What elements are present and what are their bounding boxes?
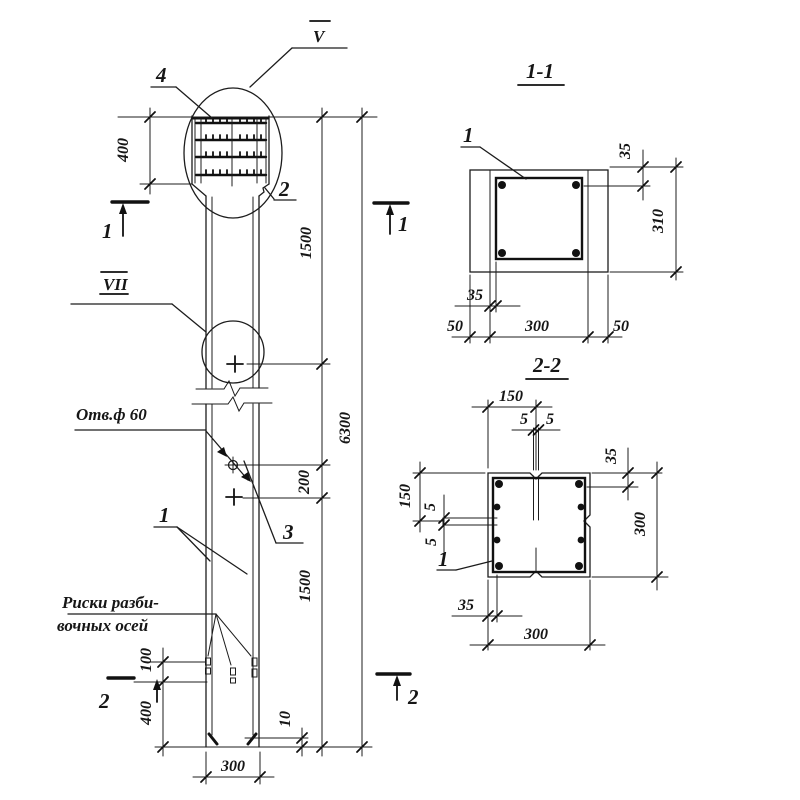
s11-position-1: 1 <box>463 123 474 147</box>
rebar-foot-left <box>209 734 217 744</box>
pos-label-4 <box>151 63 212 118</box>
dim-hole-to-plus: 200 <box>296 470 313 494</box>
dim-toe: 10 <box>277 711 294 727</box>
dim-head-to-lift: 1500 <box>298 227 315 259</box>
s22-dim-tab-top: 5 <box>422 503 439 511</box>
position-2: 2 <box>279 177 290 201</box>
detail-marker-vii <box>71 272 206 332</box>
elevation-view <box>57 21 419 784</box>
detail-circle-v <box>184 88 282 218</box>
dim-width: 300 <box>221 758 245 775</box>
s22-dim-tab-bottom: 5 <box>423 538 440 546</box>
mesh-studs <box>206 118 261 175</box>
s11-dim-ledge-left: 50 <box>447 318 463 335</box>
pos-label-1 <box>154 503 247 574</box>
column-shaft <box>192 196 272 747</box>
s22-pos-label-1 <box>437 547 492 571</box>
section-2-2 <box>397 353 668 650</box>
detail-vii-area <box>202 321 264 383</box>
s11-dim-cover-left: 35 <box>467 287 483 304</box>
detail-vii-label: VII <box>103 275 128 294</box>
cut-marker-1-right <box>374 203 409 236</box>
cut-1-label-right: 1 <box>398 212 409 236</box>
riska-marks <box>206 658 258 683</box>
cut-1-label-left: 1 <box>102 219 113 243</box>
s22-dim-notch-right: 5 <box>546 411 554 428</box>
position-3: 3 <box>283 520 294 544</box>
s22-dim-cover-right: 35 <box>603 448 620 464</box>
dim-overall: 6300 <box>337 412 354 444</box>
dim-plus-to-bottom: 1500 <box>297 570 314 602</box>
s22-position-1: 1 <box>438 547 449 571</box>
rebar-cage-1-1 <box>496 178 582 259</box>
cut-marker-1-left <box>102 202 148 243</box>
s11-dim-ledge-right: 50 <box>613 318 629 335</box>
cut-2-label-right: 2 <box>408 685 419 709</box>
cut-marker-2-right <box>377 674 419 709</box>
section-1-1 <box>447 59 683 343</box>
hole-annotation <box>75 405 251 482</box>
detail-v-label: V <box>313 27 325 46</box>
dim-head-height: 400 <box>115 138 132 162</box>
section-2-2-title: 2-2 <box>533 353 561 377</box>
s22-dim-top: 150 <box>499 388 523 405</box>
break-line-lower <box>192 397 272 411</box>
detail-marker-v <box>250 21 347 87</box>
riski-label-1: Риски разби- <box>62 593 159 612</box>
cut-2-label-left: 2 <box>99 689 110 713</box>
s22-dim-height: 300 <box>632 512 649 536</box>
s22-dim-left: 150 <box>397 484 414 508</box>
dim-riska-offset: 100 <box>138 648 155 672</box>
section-1-1-title: 1-1 <box>526 59 554 83</box>
s11-dim-width: 300 <box>525 318 549 335</box>
column-head <box>192 116 269 196</box>
s22-dim-width: 300 <box>524 626 548 643</box>
dimension-texts <box>115 138 354 775</box>
position-1: 1 <box>159 503 170 527</box>
s22-dims <box>397 388 662 650</box>
s22-dim-notch-left: 5 <box>520 411 528 428</box>
rebar-foot-right <box>248 734 256 744</box>
hole-label: Отв.ф 60 <box>76 405 147 424</box>
s11-dims <box>447 143 681 342</box>
hole-area <box>225 457 242 505</box>
detail-circle-vii <box>202 321 264 383</box>
position-4: 4 <box>156 63 167 87</box>
s11-dim-cover-top: 35 <box>617 143 634 159</box>
s11-dim-depth: 310 <box>650 209 667 233</box>
dim-bottom-to-cut: 400 <box>138 701 155 725</box>
riski-label-2: вочных осей <box>57 616 149 635</box>
dimension-lines <box>145 108 367 782</box>
s22-dim-cover-bottom: 35 <box>458 597 474 614</box>
